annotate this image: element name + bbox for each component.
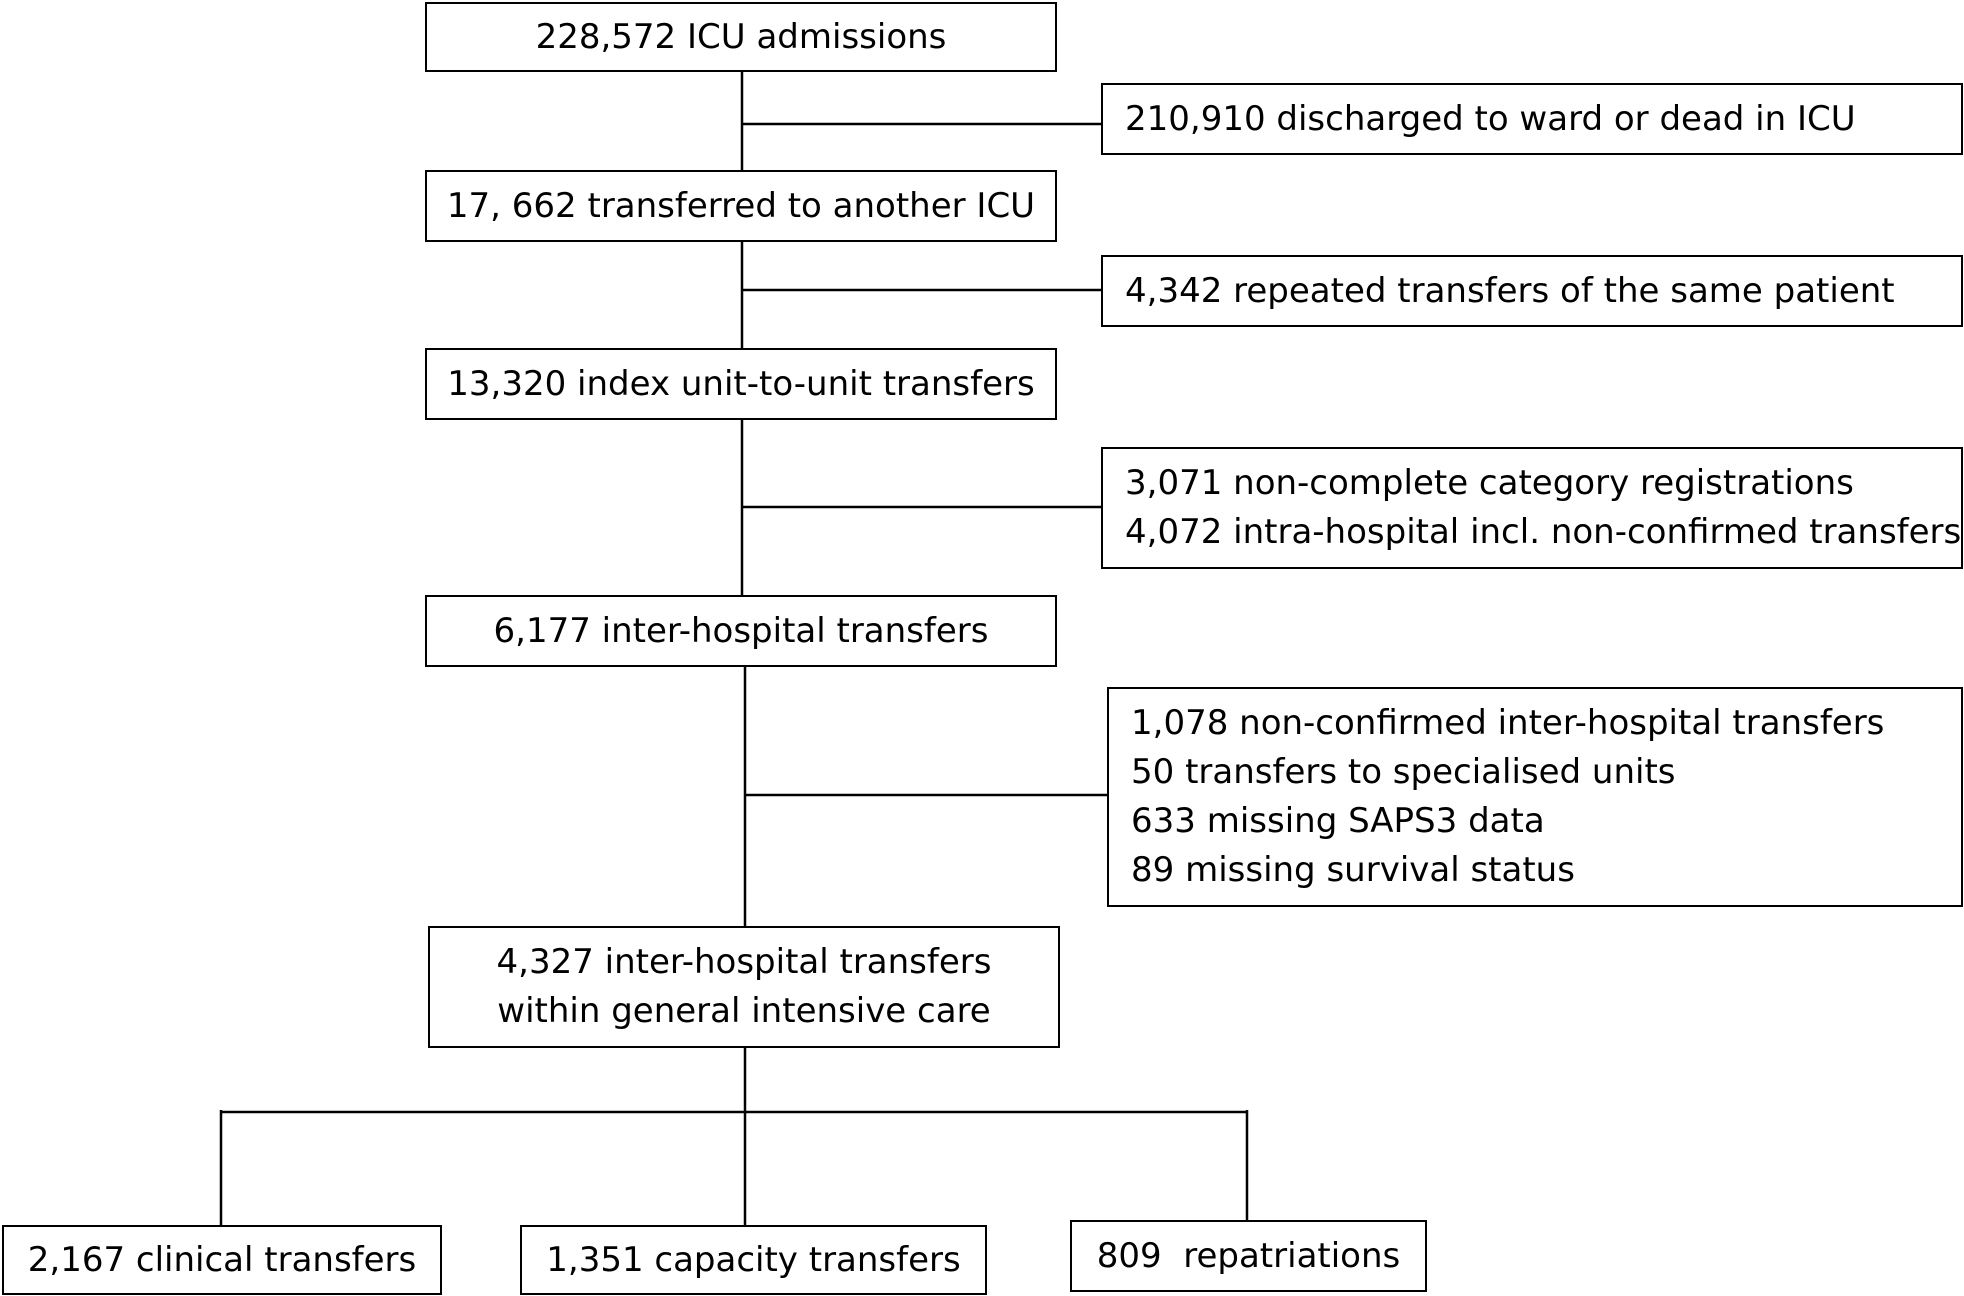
box-repatriations <box>1070 1220 1427 1292</box>
box-index-transfers <box>425 348 1057 420</box>
label-index-transfers: 13,320 index unit-to-unit transfers <box>447 363 1035 404</box>
label-excl-nonconfirmed: 1,078 non-confirmed inter-hospital transfers <box>1131 703 1885 743</box>
label-excl-survival: 89 missing survival status <box>1131 850 1575 890</box>
box-clinical-transfers <box>2 1225 442 1295</box>
box-inter-hospital-transfers <box>425 595 1057 667</box>
box-excl-inter-hospital <box>1107 687 1963 907</box>
label-inter-hospital-transfers: 6,177 inter-hospital transfers <box>493 610 989 651</box>
label-transferred-another-icu: 17, 662 transferred to another ICU <box>446 185 1036 226</box>
label-excl-noncomplete: 3,071 non-complete category registrations <box>1125 463 1854 503</box>
label-general-line1: 4,327 inter-hospital transfers <box>496 942 992 982</box>
label-clinical-transfers: 2,167 clinical transfers <box>27 1239 417 1280</box>
label-excl-repeated: 4,342 repeated transfers of the same patient <box>1125 270 1895 311</box>
box-excl-discharged <box>1101 83 1963 155</box>
label-capacity-transfers: 1,351 capacity transfers <box>546 1239 961 1280</box>
box-capacity-transfers <box>520 1225 987 1295</box>
box-general-intensive-care <box>428 926 1060 1048</box>
label-icu-admissions: 228,572 ICU admissions <box>535 16 947 57</box>
box-excl-repeated <box>1101 255 1963 327</box>
box-transferred-another-icu <box>425 170 1057 242</box>
label-excl-saps3: 633 missing SAPS3 data <box>1131 801 1545 841</box>
label-general-line2: within general intensive care <box>497 991 991 1031</box>
label-excl-specialised: 50 transfers to specialised units <box>1131 752 1676 792</box>
box-icu-admissions <box>425 2 1057 72</box>
label-repatriations: 809 repatriations <box>1096 1235 1401 1276</box>
label-excl-discharged: 210,910 discharged to ward or dead in ICU <box>1125 98 1856 139</box>
box-excl-registrations <box>1101 447 1963 569</box>
label-excl-intra: 4,072 intra-hospital incl. non-confirmed transfers <box>1125 512 1962 552</box>
